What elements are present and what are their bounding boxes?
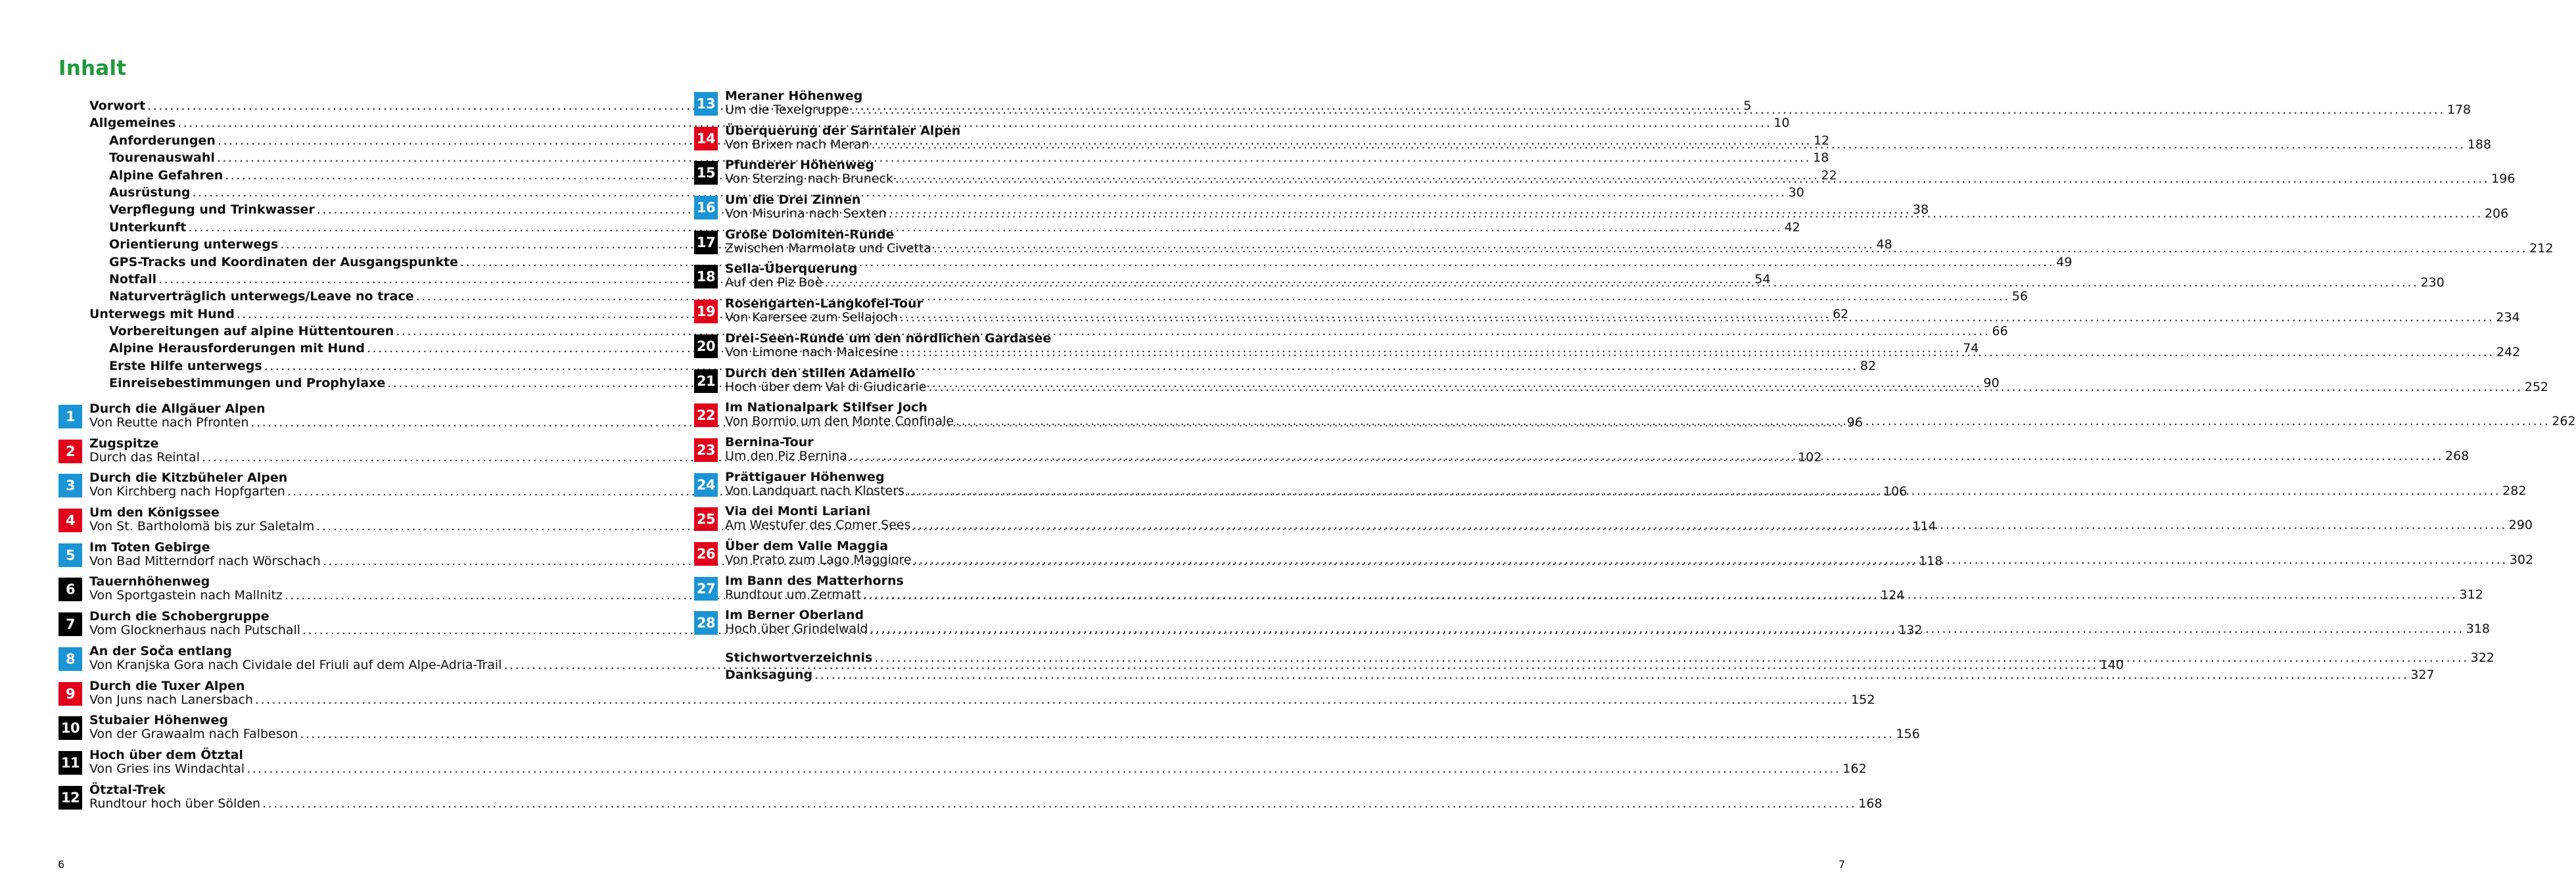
tour-page: 118 — [1919, 553, 1943, 568]
tour-number-badge: 4 — [59, 509, 82, 532]
tour-page: 312 — [2459, 587, 2483, 602]
tour-title: An der Soča entlang — [89, 643, 232, 658]
tour-number-badge: 9 — [59, 682, 82, 706]
tour-subtitle: Hoch über dem Val di Giudicarie — [725, 379, 927, 394]
tour-subtitle: Durch das Reintal — [89, 449, 200, 465]
tour-title: Im Bann des Matterhorns — [725, 573, 904, 588]
tour-subtitle: Von Sportgastein nach Mallnitz — [89, 588, 283, 603]
tour-subtitle: Von Bormio um den Monte Confinale — [725, 414, 954, 429]
tour-title: Um die Drei Zinnen — [725, 193, 861, 208]
tour-page: 124 — [1881, 588, 1905, 603]
tour-subtitle: Von Gries ins Windachtal — [89, 761, 245, 776]
tour-title: Durch die Tuxer Alpen — [89, 678, 245, 693]
toc-entry-page: 18 — [1813, 150, 1829, 166]
tour-number-badge: 16 — [694, 196, 718, 219]
toc-entry-label: Danksagung — [725, 668, 813, 683]
tour-subtitle: Von Reutte nach Pfronten — [89, 415, 249, 430]
page-title: Inhalt — [59, 57, 127, 80]
tour-number-badge: 14 — [694, 127, 718, 150]
tour-subtitle: Vom Glocknerhaus nach Putschall — [89, 623, 301, 638]
tour-page: 282 — [2502, 483, 2527, 498]
tour-entry[interactable] — [59, 678, 1875, 714]
tour-page: 102 — [1798, 449, 1822, 465]
toc-entry-label: Orientierung unterwegs — [109, 237, 279, 252]
tour-page: 188 — [2467, 137, 2492, 152]
tour-number-badge: 28 — [694, 611, 718, 635]
toc-entry-label: Anforderungen — [109, 133, 216, 148]
tour-page: 96 — [1846, 415, 1863, 430]
tour-page: 290 — [2508, 518, 2533, 533]
tour-number-badge: 19 — [694, 300, 718, 323]
toc-entry-page: 90 — [1983, 376, 2000, 391]
toc-entry-page: 38 — [1913, 202, 1929, 218]
dot-leader — [913, 518, 2507, 532]
toc-entry-page: 327 — [2410, 668, 2435, 683]
tour-number-badge: 5 — [59, 543, 82, 567]
tour-title: Hoch über dem Ötztal — [89, 747, 243, 762]
tour-subtitle: Von Prato zum Lago Maggiore — [725, 552, 912, 567]
dot-leader — [814, 666, 2408, 683]
toc-entry-page: 22 — [1821, 168, 1837, 183]
tour-number-badge: 12 — [59, 786, 82, 810]
dot-leader — [824, 276, 2418, 290]
tour-number-badge: 3 — [59, 474, 82, 497]
tour-number-badge: 24 — [694, 473, 718, 497]
tour-title: Über dem Valle Maggia — [725, 538, 889, 553]
tour-page: 132 — [1898, 623, 1923, 638]
tour-title: Meraner Höhenweg — [725, 89, 863, 103]
tour-title: Tauernhöhenweg — [89, 574, 210, 589]
tour-page: 252 — [2524, 379, 2548, 394]
tour-title: Ötztal-Trek — [89, 782, 166, 797]
tour-page: 212 — [2529, 240, 2554, 256]
dot-leader — [863, 588, 2457, 602]
tour-subtitle: Von Karersee zum Sellajoch — [725, 310, 899, 325]
tour-subtitle: Von St. Bartholomä bis zur Saletalm — [89, 519, 315, 534]
dot-leader — [895, 172, 2489, 186]
tour-title: Durch den stillen Adamello — [725, 365, 916, 380]
tour-page: 318 — [2466, 622, 2490, 637]
tour-title: Überquerung der Sarntaler Alpen — [725, 123, 961, 138]
dot-leader — [874, 649, 2468, 666]
tour-title: Große Dolomiten-Runde — [725, 227, 895, 242]
tour-title: Im Nationalpark Stilfser Joch — [725, 400, 927, 415]
dot-leader — [933, 242, 2527, 256]
toc-entry[interactable] — [725, 666, 2435, 683]
tour-subtitle: Hoch über Grindelwald — [725, 622, 868, 637]
tour-number-badge: 26 — [694, 542, 718, 566]
tour-page: 178 — [2447, 103, 2471, 117]
tour-page: 140 — [2099, 657, 2124, 672]
tour-number-badge: 6 — [59, 578, 82, 601]
toc-entry-page: 12 — [1814, 133, 1830, 148]
tour-number-badge: 15 — [694, 161, 718, 185]
tour-subtitle: Von Bad Mitterndorf nach Wörschach — [89, 553, 321, 568]
toc-entry-label: Notfall — [109, 271, 157, 286]
tour-page: 242 — [2496, 344, 2521, 359]
toc-entry-label: Verpflegung und Trinkwasser — [109, 202, 315, 218]
tour-title: Rosengarten-Langkofel-Tour — [725, 296, 923, 311]
toc-entry-page: 48 — [1876, 237, 1892, 252]
tour-subtitle: Von Juns nach Lanersbach — [89, 692, 253, 707]
tour-page: 106 — [1883, 484, 1908, 499]
tour-number-badge: 8 — [59, 647, 82, 671]
tour-page: 168 — [1858, 796, 1883, 811]
dot-leader — [889, 207, 2483, 221]
tour-title: Stubaier Höhenweg — [89, 713, 229, 728]
tour-title: Durch die Kitzbüheler Alpen — [89, 470, 288, 486]
dot-leader — [851, 103, 2445, 117]
tour-subtitle: Um die Texelgruppe — [725, 103, 849, 117]
dot-leader — [914, 553, 2508, 567]
tour-subtitle: Von Sterzing nach Bruneck — [725, 172, 893, 187]
tour-title: Via dei Monti Lariani — [725, 504, 871, 519]
tour-page: 114 — [1912, 519, 1936, 534]
tour-subtitle: Auf den Piz Boè — [725, 275, 823, 290]
toc-entry-page: 82 — [1860, 358, 1877, 373]
toc-entry-label: Tourenauswahl — [109, 150, 215, 166]
tour-title: Im Berner Oberland — [725, 608, 864, 623]
tour-number-badge: 22 — [694, 403, 718, 427]
tour-number-badge: 27 — [694, 577, 718, 601]
dot-leader — [901, 346, 2494, 359]
dot-leader — [900, 311, 2494, 325]
tour-number-badge: 18 — [694, 265, 718, 288]
tour-entry[interactable] — [59, 713, 1920, 748]
tour-number-badge: 2 — [59, 440, 82, 463]
tour-subtitle: Von Misurina nach Sexten — [725, 206, 887, 221]
tour-title: Zugspitze — [89, 436, 159, 451]
toc-entry-label: Ausrüstung — [109, 185, 191, 200]
tour-page: 302 — [2509, 552, 2534, 567]
toc-entry-page: 54 — [1754, 271, 1771, 286]
tour-page: 206 — [2484, 206, 2509, 221]
dot-leader — [872, 138, 2466, 152]
dot-leader — [956, 415, 2550, 428]
toc-entry-label: Unterkunft — [109, 219, 187, 235]
tour-title: Drei-Seen-Runde um den nördlichen Gardasee — [725, 331, 1052, 346]
tour-page: 152 — [1851, 692, 1875, 707]
tour-title: Durch die Allgäuer Alpen — [89, 401, 266, 416]
tour-subtitle: Rundtour hoch über Sölden — [89, 796, 261, 811]
toc-entry-page: 10 — [1773, 116, 1790, 131]
toc-entry-label: Vorbereitungen auf alpine Hüttentouren — [109, 324, 394, 339]
tour-title: Um den Königssee — [89, 505, 220, 520]
tour-page: 230 — [2420, 275, 2445, 290]
toc-entry-label: Allgemeines — [89, 116, 176, 131]
tour-subtitle: Von Kranjska Gora nach Cividale del Friuli auf dem Alpe-Adria-Trail — [89, 657, 502, 672]
toc-entry-page: 42 — [1784, 219, 1800, 235]
dot-leader — [849, 449, 2443, 463]
page-number-right: 7 — [1838, 858, 1846, 871]
toc-entry-page: 56 — [2011, 289, 2028, 304]
tour-subtitle: Von Brixen nach Meran — [725, 137, 870, 152]
tour-number-badge: 25 — [694, 507, 718, 531]
toc-entry-label: Vorwort — [89, 99, 146, 113]
tour-subtitle: Von Limone nach Malcesine — [725, 344, 899, 359]
tour-entry[interactable] — [59, 747, 1867, 783]
tour-page: 262 — [2552, 414, 2576, 429]
tour-number-badge: 21 — [694, 369, 718, 393]
toc-entry-label: Alpine Gefahren — [109, 168, 223, 183]
tour-number-badge: 10 — [59, 716, 82, 740]
tour-subtitle: Am Westufer des Comer Sees — [725, 518, 911, 533]
tour-number-badge: 13 — [694, 92, 718, 116]
tour-number-badge: 1 — [59, 405, 82, 428]
tour-entry[interactable] — [59, 782, 1883, 818]
tour-title: Prättigauer Höhenweg — [725, 469, 885, 484]
tour-number-badge: 11 — [59, 751, 82, 775]
dot-leader — [929, 380, 2523, 394]
toc-entry-label: Naturverträglich unterwegs/Leave no trace — [109, 289, 414, 304]
tour-page: 196 — [2491, 172, 2516, 187]
page-number-left: 6 — [58, 858, 65, 871]
tour-page: 162 — [1842, 761, 1867, 776]
tour-page: 268 — [2445, 448, 2470, 463]
toc-entry-page: 49 — [2056, 254, 2073, 269]
toc-entry-page: 66 — [1992, 324, 2008, 339]
tour-subtitle: Von Kirchberg nach Hopfgarten — [89, 484, 285, 499]
toc-entry-page: 30 — [1788, 185, 1804, 200]
tour-number-badge: 7 — [59, 612, 82, 636]
tour-subtitle: Zwischen Marmolata und Civetta — [725, 240, 931, 256]
toc-entry-page: 62 — [1833, 306, 1849, 321]
toc-entry-label: GPS-Tracks und Koordinaten der Ausgangspunkte — [109, 254, 459, 269]
tour-title: Bernina-Tour — [725, 434, 814, 449]
toc-entry-page: 322 — [2470, 651, 2494, 665]
toc-entry-page: 74 — [1963, 341, 1979, 356]
tour-subtitle: Von Landquart nach Klosters — [725, 483, 904, 498]
tour-title: Sella-Überquerung — [725, 262, 858, 277]
tour-page: 234 — [2496, 310, 2520, 325]
toc-entry-page: 5 — [1743, 99, 1752, 113]
tour-subtitle: Von der Grawaalm nach Falbeson — [89, 727, 298, 742]
dot-leader — [906, 484, 2500, 498]
toc-entry-label: Alpine Herausforderungen mit Hund — [109, 341, 365, 356]
toc-entry-label: Stichwortverzeichnis — [725, 651, 873, 665]
toc-entry-label: Unterwegs mit Hund — [89, 306, 235, 321]
tour-number-badge: 23 — [694, 438, 718, 462]
tour-title: Durch die Schobergruppe — [89, 609, 269, 624]
dot-leader — [870, 622, 2464, 636]
tour-page: 156 — [1896, 727, 1920, 742]
tour-number-badge: 20 — [694, 334, 718, 358]
tour-subtitle: Um den Piz Bernina — [725, 448, 847, 463]
tour-title: Im Toten Gebirge — [89, 539, 210, 555]
toc-entry-label: Erste Hilfe unterwegs — [109, 358, 262, 373]
tour-subtitle: Rundtour um Zermatt — [725, 587, 862, 602]
tour-number-badge: 17 — [694, 231, 718, 254]
tour-title: Pfunderer Höhenweg — [725, 158, 874, 173]
toc-entry-label: Einreisebestimmungen und Prophylaxe — [109, 376, 386, 391]
